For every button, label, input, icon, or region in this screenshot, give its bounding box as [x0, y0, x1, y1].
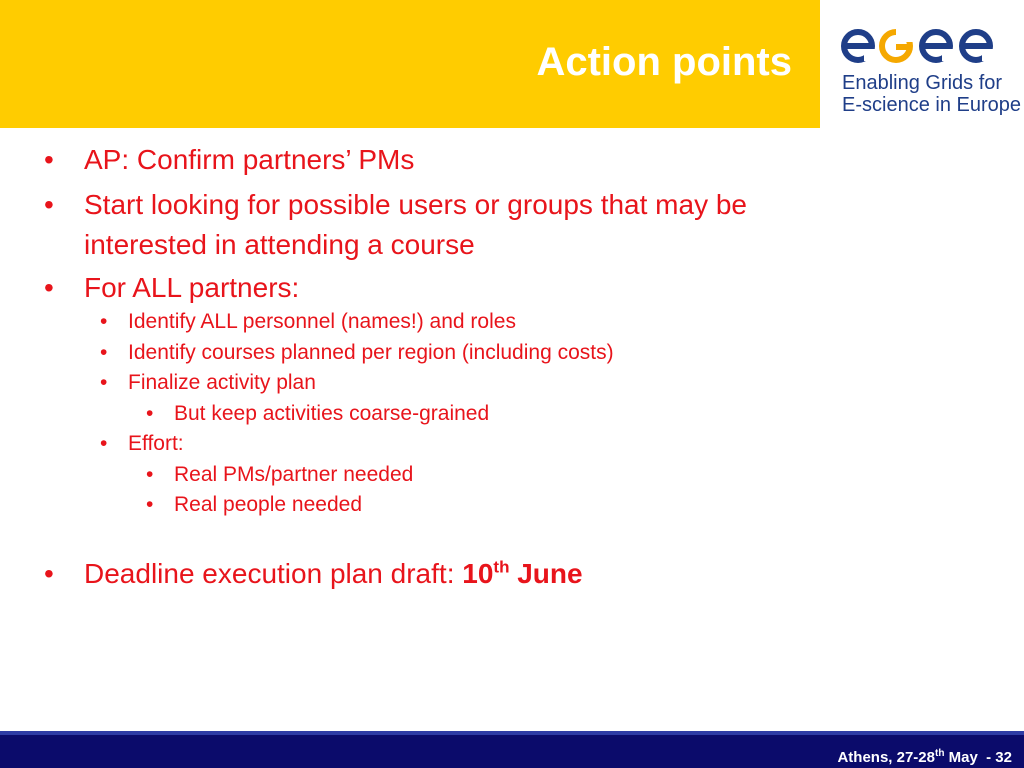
bullet-text: Effort: — [128, 432, 184, 455]
footer-month: May — [944, 749, 978, 766]
bullet-marker: • — [146, 402, 154, 425]
bullet-text: AP: Confirm partners’ PMs — [84, 144, 415, 175]
bullet-marker: • — [100, 371, 108, 394]
bullet-text: Real PMs/partner needed — [174, 463, 414, 486]
bullet-text: Start looking for possible users or groups that may be — [84, 189, 748, 220]
bullet-marker: • — [100, 341, 108, 364]
egee-logo-graphic — [838, 22, 1008, 70]
footer-bar — [0, 731, 1024, 768]
bullet-text: But keep activities coarse-grained — [174, 402, 490, 425]
bullet-marker: • — [100, 310, 108, 333]
deadline-month: June — [509, 558, 583, 589]
logo-tagline — [842, 72, 1021, 116]
bullet-marker: • — [146, 493, 154, 516]
deadline-day-suffix: th — [493, 557, 510, 577]
bullet-text: interested in attending a course — [84, 229, 475, 260]
bullet-text: For ALL partners: — [84, 272, 300, 303]
bullet-marker: • — [100, 432, 108, 455]
bullet-text: Identify courses planned per region (including costs) — [128, 341, 614, 364]
bullet-marker: • — [146, 463, 154, 486]
footer-text — [837, 749, 1012, 766]
bullet-marker: • — [44, 558, 54, 589]
deadline-text — [84, 554, 583, 594]
footer-divider — [0, 731, 1024, 735]
bullet-marker: • — [44, 272, 54, 303]
deadline-day: 10 — [462, 558, 494, 589]
bullet-text: Identify ALL personnel (names!) and roles — [128, 310, 516, 333]
footer-sup: th — [935, 748, 945, 759]
footer-page-number: - 32 — [977, 749, 1012, 766]
slide-title: Action points — [536, 40, 792, 84]
bullet-marker: • — [44, 144, 54, 175]
bullet-text: Finalize activity plan — [128, 371, 316, 394]
bullet-marker: • — [44, 189, 54, 220]
deadline-prefix: Deadline execution plan draft: — [84, 558, 463, 589]
deadline-date — [462, 558, 582, 589]
tagline-line2: E-science in Europe — [842, 94, 1021, 116]
tagline-line1: Enabling Grids for — [842, 72, 1003, 94]
bullet-text: Real people needed — [174, 493, 362, 516]
footer-location: Athens, 27-28 — [837, 749, 935, 766]
